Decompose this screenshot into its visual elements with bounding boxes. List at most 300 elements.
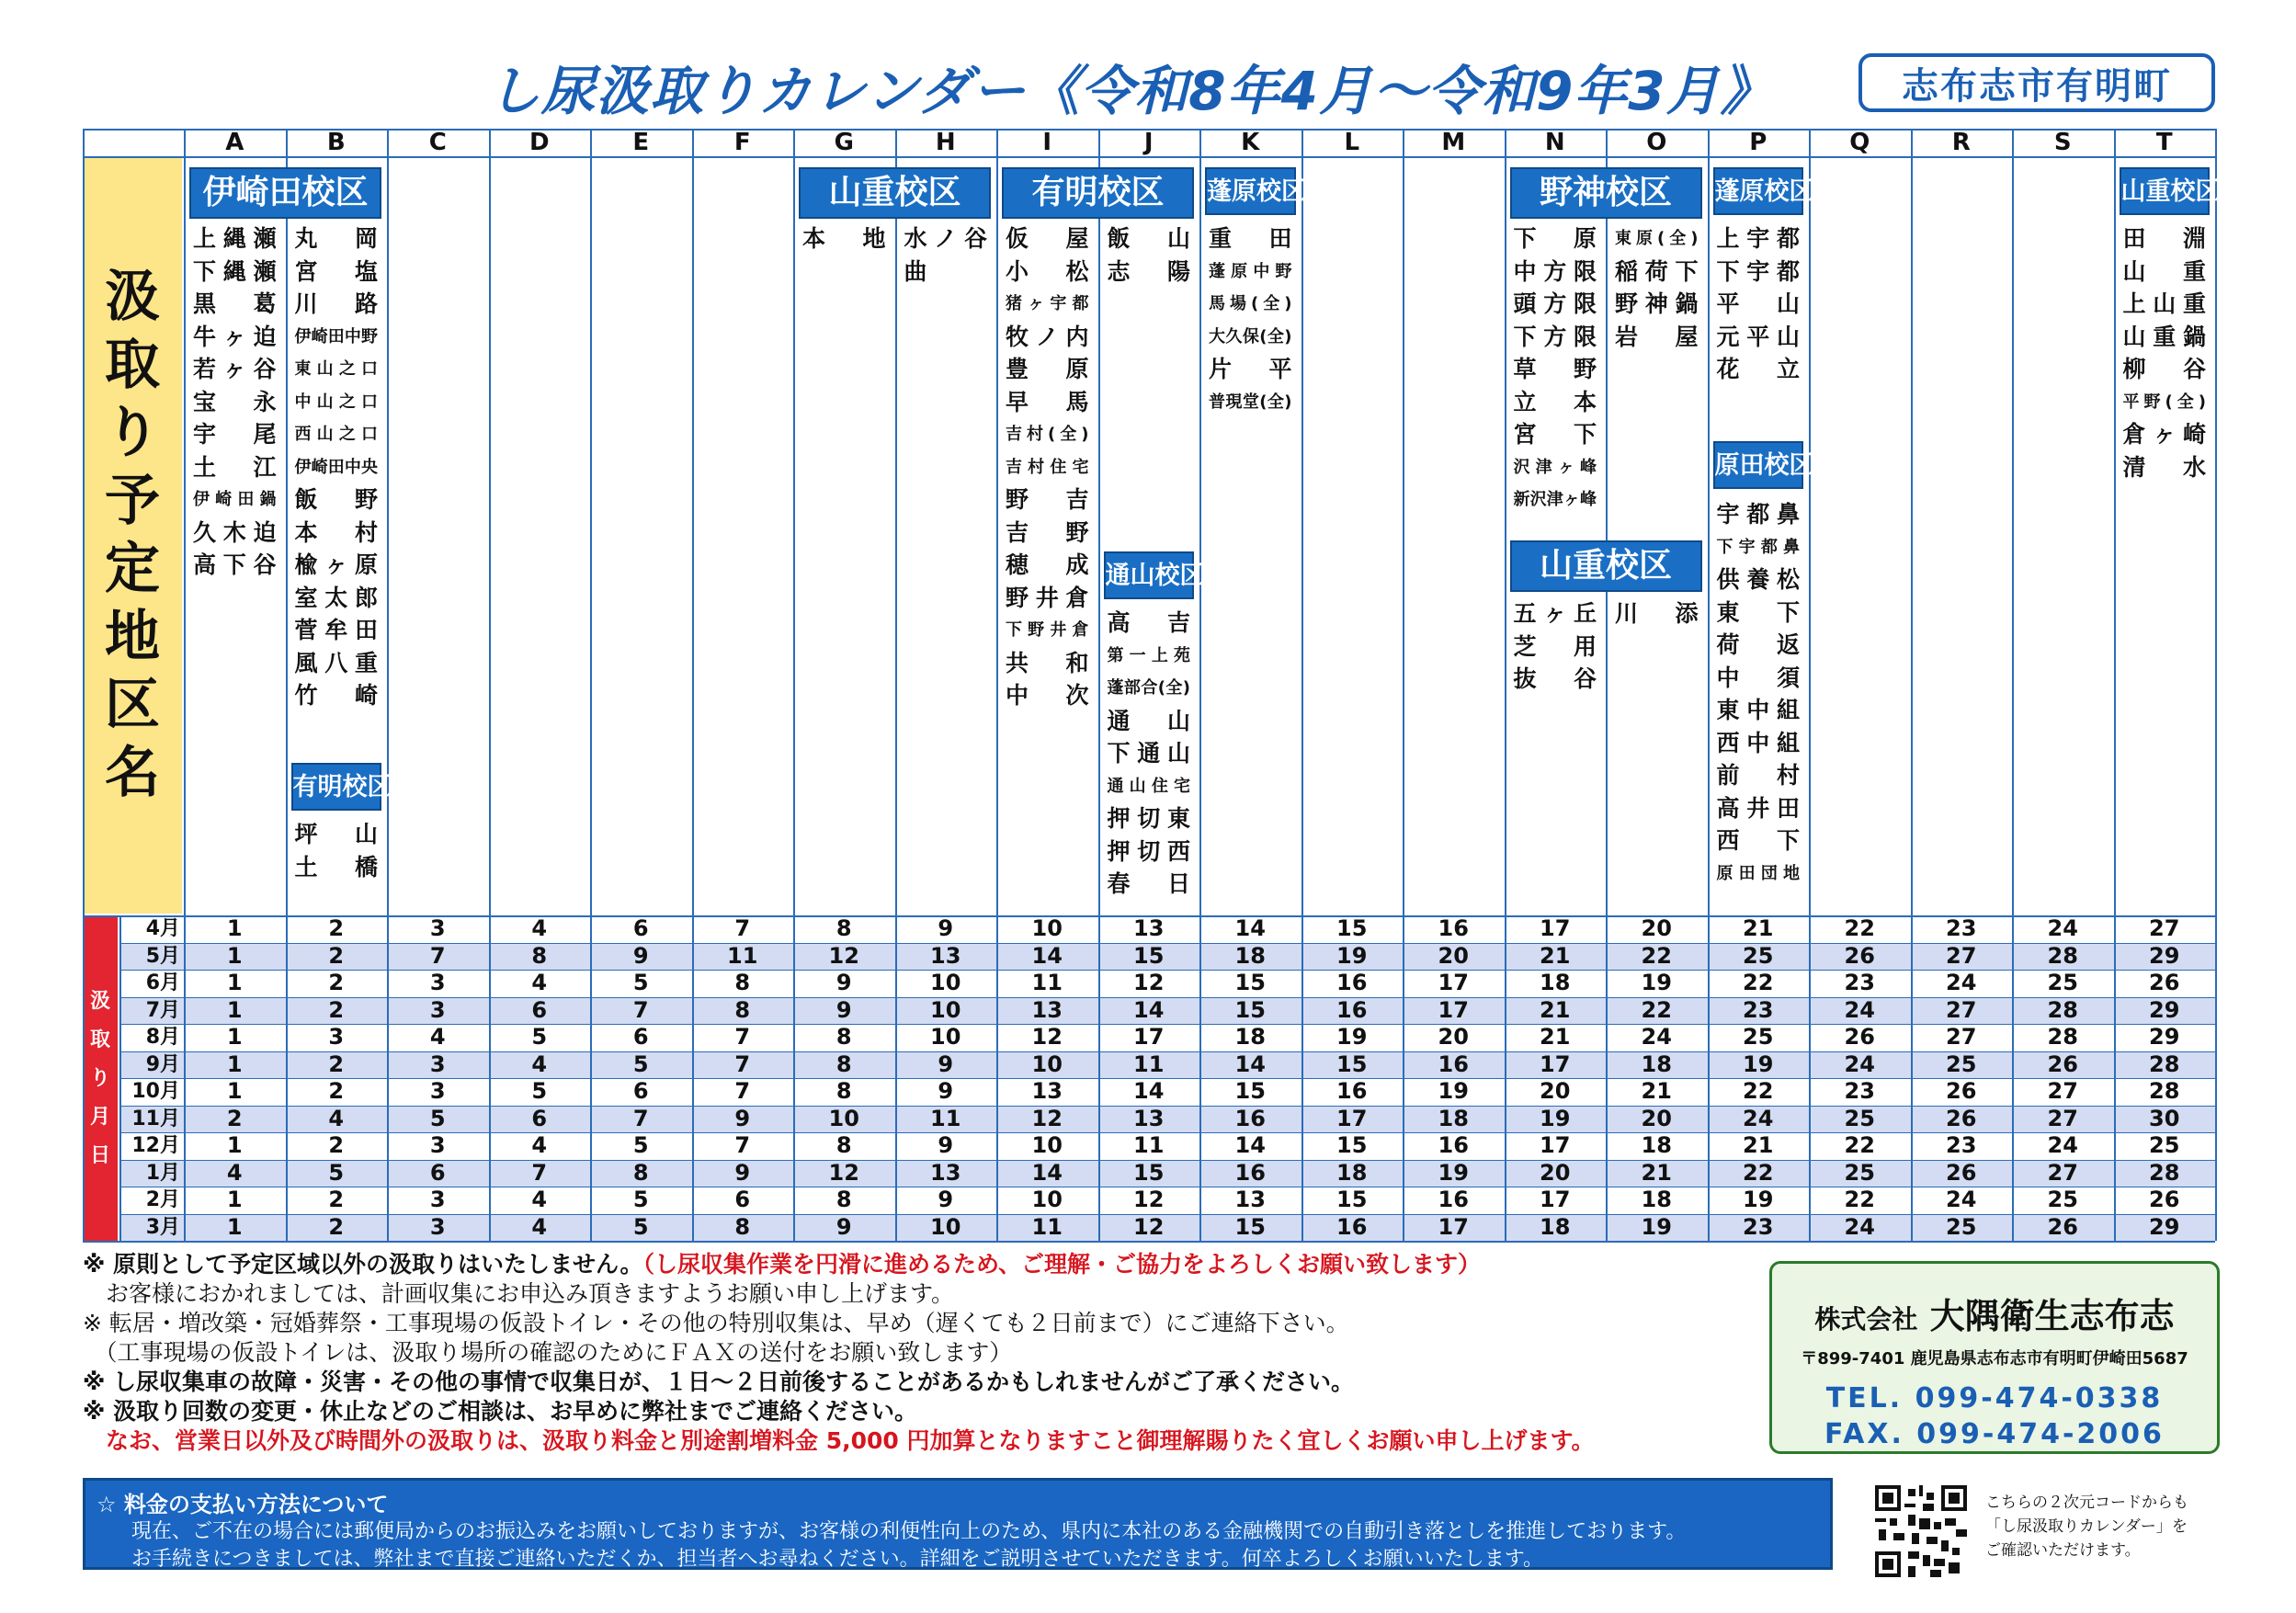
day-cell: 1 <box>226 1187 243 1212</box>
day-cell: 6 <box>632 1078 649 1104</box>
day-cell: 9 <box>734 1105 751 1131</box>
day-cell: 8 <box>835 1024 852 1050</box>
day-cell: 7 <box>734 1132 751 1158</box>
grid-line <box>119 1078 2215 1079</box>
area-name: 野井倉 <box>1006 584 1089 611</box>
grid-line <box>1098 129 1100 1241</box>
day-cell: 16 <box>1336 1078 1368 1104</box>
day-cell: 2 <box>328 1051 345 1077</box>
area-name: 蓬部合(全) <box>1107 678 1190 698</box>
area-list <box>802 222 886 256</box>
day-cell: 9 <box>938 915 954 941</box>
area-name: 下通山 <box>1107 740 1190 767</box>
area-name: 志陽 <box>1107 257 1190 285</box>
day-cell: 8 <box>734 970 751 995</box>
day-cell: 18 <box>1336 1159 1368 1186</box>
area-name: 西中組 <box>1716 729 1800 756</box>
grid-line <box>1911 129 1913 1241</box>
day-cell: 8 <box>632 1159 649 1186</box>
sidebar-char: 地 <box>105 605 160 669</box>
day-cell: 24 <box>2047 915 2078 941</box>
day-cell: 8 <box>835 1187 852 1212</box>
day-cell: 23 <box>1743 996 1774 1023</box>
day-cell: 16 <box>1438 1187 1469 1212</box>
day-cell: 26 <box>1844 1024 1875 1050</box>
day-cell: 25 <box>1743 1024 1774 1050</box>
day-cell: 12 <box>1133 1187 1165 1212</box>
day-cell: 4 <box>531 1213 548 1240</box>
day-cell: 16 <box>1438 1051 1469 1077</box>
day-cell: 29 <box>2149 942 2180 969</box>
day-cell: 19 <box>1743 1187 1774 1212</box>
day-cell: 10 <box>930 1213 961 1240</box>
month-label: 3月 <box>145 1215 180 1239</box>
day-cell: 13 <box>1031 996 1063 1023</box>
area-name: 若ヶ谷 <box>193 356 277 382</box>
day-cell: 8 <box>734 1213 751 1240</box>
area-list <box>1108 607 1191 901</box>
note-line <box>83 1368 1765 1397</box>
day-cell: 9 <box>835 996 852 1023</box>
area-name: 岩屋 <box>1615 323 1699 350</box>
area-name: 伊崎田中央 <box>294 457 378 477</box>
day-cell: 18 <box>1641 1187 1672 1212</box>
day-cell: 13 <box>1234 1187 1266 1212</box>
day-cell: 14 <box>1133 1078 1165 1104</box>
area-name: 中山之口 <box>294 392 378 412</box>
day-cell: 24 <box>2047 1132 2078 1158</box>
company-name <box>1772 1288 2217 1338</box>
area-list <box>1717 222 1801 386</box>
day-cell: 9 <box>938 1187 954 1212</box>
month-label: 10月 <box>131 1080 180 1103</box>
day-cell: 1 <box>226 1024 243 1050</box>
note-red-text: なお、営業日以外及び時間外の汲取りは、汲取り料金と別途割増料金 5,000 円加算となりますこと御理解賜りたく宜しくお願い申し上げます。 <box>83 1427 1595 1454</box>
column-letter: N <box>1544 129 1565 156</box>
area-name: 仮屋 <box>1006 225 1089 252</box>
day-cell: 3 <box>429 996 446 1023</box>
note-text: （工事現場の仮設トイレは、汲取り場所の確認のためにＦＡＸの送付をお願い致します） <box>83 1339 1013 1366</box>
note-line <box>83 1309 1765 1338</box>
day-cell: 7 <box>734 915 751 941</box>
day-cell: 14 <box>1133 996 1165 1023</box>
day-cell: 24 <box>1946 970 1977 995</box>
day-cell: 22 <box>1743 970 1774 995</box>
day-cell: 22 <box>1641 942 1672 969</box>
day-cell: 15 <box>1133 942 1165 969</box>
area-name: 穂成 <box>1006 551 1089 578</box>
day-cell: 10 <box>930 1024 961 1050</box>
area-name: 立本 <box>1513 388 1597 415</box>
day-cell: 17 <box>1438 970 1469 995</box>
day-cell: 28 <box>2047 1024 2078 1050</box>
day-cell: 1 <box>226 970 243 995</box>
area-list <box>1006 222 1089 712</box>
day-cell: 9 <box>734 1159 751 1186</box>
grid-line <box>489 129 491 1241</box>
area-name: 西下 <box>1716 827 1800 854</box>
day-cell: 4 <box>531 1132 548 1158</box>
column-letter: L <box>1344 129 1360 156</box>
area-list <box>1717 498 1801 890</box>
area-name: 水ノ谷 <box>904 225 987 252</box>
grid-line <box>119 943 2215 944</box>
area-name: 猪ヶ宇都 <box>1006 294 1089 313</box>
day-cell: 10 <box>1031 1187 1063 1212</box>
day-cell: 11 <box>1133 1051 1165 1077</box>
day-cell: 27 <box>1946 942 1977 969</box>
note-line <box>83 1426 1765 1456</box>
area-list <box>295 818 379 883</box>
grid-line <box>83 915 2215 917</box>
school-district-badge: 伊崎田校区 <box>189 167 381 219</box>
area-name: 東下 <box>1716 598 1800 626</box>
grid-line <box>1199 129 1201 1241</box>
day-cell: 3 <box>429 1187 446 1212</box>
area-name: 早馬 <box>1006 388 1089 415</box>
day-cell: 26 <box>1946 1105 1977 1131</box>
day-cell: 28 <box>2149 1078 2180 1104</box>
day-cell: 5 <box>429 1105 446 1131</box>
day-cell: 18 <box>1234 942 1266 969</box>
grid-line <box>996 129 998 1241</box>
day-cell: 12 <box>1133 970 1165 995</box>
area-name: 元平山 <box>1716 323 1800 350</box>
day-cell: 20 <box>1540 1159 1571 1186</box>
area-name: 吉野 <box>1006 518 1089 546</box>
column-letter: S <box>2053 129 2072 156</box>
area-name: 東原(全) <box>1615 229 1699 248</box>
company-tel: TEL. 099-474-0338 <box>1825 1382 2164 1414</box>
grid-line <box>119 1132 2215 1133</box>
day-cell: 26 <box>1844 942 1875 969</box>
sidebar-char: 予 <box>105 469 160 533</box>
area-name: 中方限 <box>1513 257 1597 285</box>
day-cell: 14 <box>1234 915 1266 941</box>
day-cell: 14 <box>1234 1132 1266 1158</box>
area-name: 宝永 <box>193 388 277 415</box>
day-cell: 21 <box>1641 1159 1672 1186</box>
day-cell: 24 <box>1844 996 1875 1023</box>
day-cell: 12 <box>828 942 859 969</box>
day-cell: 24 <box>1743 1105 1774 1131</box>
day-cell: 7 <box>734 1051 751 1077</box>
area-name: 豊原 <box>1006 356 1089 382</box>
note-line <box>83 1397 1765 1426</box>
day-cell: 26 <box>1946 1159 1977 1186</box>
company-fax: FAX. 099-474-2006 <box>1824 1418 2165 1450</box>
day-cell: 25 <box>2047 970 2078 995</box>
area-name: 中次 <box>1006 682 1089 709</box>
day-cell: 21 <box>1540 996 1571 1023</box>
sidebar-char: 定 <box>105 537 160 601</box>
column-letter: H <box>935 129 956 156</box>
sidebar-char: 取 <box>105 333 160 397</box>
date-sidebar-char: 月 <box>89 1106 110 1129</box>
area-name: 上宇都 <box>1716 225 1800 252</box>
notes-section <box>83 1250 1765 1456</box>
column-letter: G <box>834 129 854 156</box>
date-sidebar-char: 取 <box>89 1028 110 1051</box>
day-cell: 11 <box>1133 1132 1165 1158</box>
day-cell: 19 <box>1540 1105 1571 1131</box>
qr-note <box>1985 1491 2188 1562</box>
day-cell: 21 <box>1641 1078 1672 1104</box>
area-name: 川添 <box>1615 600 1699 627</box>
day-cell: 8 <box>835 1051 852 1077</box>
area-name: 平野(全) <box>2122 392 2206 412</box>
day-cell: 20 <box>1438 942 1469 969</box>
grid-line <box>1505 129 1506 1241</box>
day-cell: 9 <box>632 942 649 969</box>
day-cell: 10 <box>930 970 961 995</box>
day-cell: 3 <box>429 1213 446 1240</box>
company-main-name: 大隅衛生志布志 <box>1929 1296 2175 1336</box>
day-cell: 1 <box>226 915 243 941</box>
day-cell: 2 <box>328 1187 345 1212</box>
qr-code-icon[interactable] <box>1875 1485 1967 1577</box>
area-name: 抜谷 <box>1513 665 1597 692</box>
grid-line <box>119 1160 2215 1161</box>
day-cell: 6 <box>429 1159 446 1186</box>
day-cell: 8 <box>734 996 751 1023</box>
day-cell: 8 <box>835 915 852 941</box>
area-name: 久木迫 <box>193 518 277 546</box>
day-cell: 3 <box>429 970 446 995</box>
day-cell: 4 <box>531 915 548 941</box>
page-title: し尿汲取りカレンダー《令和8年4月～令和9年3月》 <box>487 60 1775 122</box>
day-cell: 15 <box>1234 996 1266 1023</box>
day-cell: 17 <box>1540 915 1571 941</box>
sidebar-char: り <box>105 401 160 465</box>
grid-line <box>895 129 897 1241</box>
area-name: 竹崎 <box>294 682 378 709</box>
day-cell: 28 <box>2047 996 2078 1023</box>
area-name: 五ヶ丘 <box>1513 600 1597 627</box>
day-cell: 2 <box>328 1132 345 1158</box>
month-label: 12月 <box>131 1134 180 1157</box>
day-cell: 12 <box>1031 1024 1063 1050</box>
day-cell: 25 <box>1844 1105 1875 1131</box>
grid-line <box>1606 129 1608 1241</box>
area-name: 飯山 <box>1107 225 1190 252</box>
payment-line-1: 現在、ご不在の場合には郵便局からのお振込みをお願いしておりますが、お客様の利便性向上のため、県内に本社のある金融機関での自動引き落としを推進しております。 <box>131 1520 1687 1543</box>
area-name: 下宇都 <box>1716 257 1800 285</box>
day-cell: 2 <box>328 996 345 1023</box>
area-name: 柳谷 <box>2122 356 2206 382</box>
day-cell: 9 <box>835 970 852 995</box>
month-label: 5月 <box>145 944 180 968</box>
day-cell: 27 <box>1946 1024 1977 1050</box>
school-district-badge: 通山校区 <box>1104 551 1195 599</box>
area-name: 牛ヶ迫 <box>193 323 277 350</box>
column-letter: T <box>2155 129 2173 156</box>
day-cell: 18 <box>1641 1051 1672 1077</box>
area-name: 重田 <box>1209 225 1292 252</box>
day-cell: 19 <box>1438 1078 1469 1104</box>
day-cell: 8 <box>835 1078 852 1104</box>
area-name: 蓬原中野 <box>1209 261 1292 281</box>
area-name: 伊崎田中野 <box>294 326 378 346</box>
area-name: 風八重 <box>294 649 378 676</box>
day-cell: 17 <box>1133 1024 1165 1050</box>
day-cell: 11 <box>930 1105 961 1131</box>
day-cell: 6 <box>531 1105 548 1131</box>
grid-line <box>692 129 694 1241</box>
area-name: 沢津ヶ峰 <box>1513 457 1597 477</box>
school-district-badge: 山重校区 <box>799 167 991 219</box>
area-name: 倉ヶ崎 <box>2122 421 2206 448</box>
area-name: 室太郎 <box>294 584 378 611</box>
area-name: 飯野 <box>294 486 378 513</box>
area-name: 頭方限 <box>1513 290 1597 317</box>
area-list <box>904 222 988 288</box>
day-cell: 18 <box>1234 1024 1266 1050</box>
day-cell: 13 <box>930 1159 961 1186</box>
area-name: 宇尾 <box>193 421 277 448</box>
day-cell: 6 <box>734 1187 751 1212</box>
day-cell: 10 <box>1031 1132 1063 1158</box>
day-cell: 8 <box>835 1132 852 1158</box>
day-cell: 13 <box>1031 1078 1063 1104</box>
area-list <box>1615 597 1699 630</box>
day-cell: 21 <box>1540 1024 1571 1050</box>
day-cell: 25 <box>1844 1159 1875 1186</box>
day-cell: 20 <box>1540 1078 1571 1104</box>
day-cell: 7 <box>632 996 649 1023</box>
grid-line <box>83 129 2215 131</box>
day-cell: 5 <box>531 1024 548 1050</box>
day-cell: 26 <box>2149 970 2180 995</box>
day-cell: 27 <box>2047 1078 2078 1104</box>
note-text: ※ し尿収集車の故障・災害・その他の事情で収集日が、１日～２日前後することがあるかもしれませんがご了承ください。 <box>83 1369 1355 1395</box>
note-text: ※ 転居・増改築・冠婚葬祭・工事現場の仮設トイレ・その他の特別収集は、早め（遅くても２日前まで）にご連絡下さい。 <box>83 1310 1349 1336</box>
area-name: 清水 <box>2122 453 2206 481</box>
day-cell: 10 <box>1031 915 1063 941</box>
area-name: 馬場(全) <box>1209 294 1292 313</box>
day-cell: 15 <box>1234 1078 1266 1104</box>
day-cell: 23 <box>1946 915 1977 941</box>
day-cell: 2 <box>328 1078 345 1104</box>
area-name: 野神鍋 <box>1615 290 1699 317</box>
grid-line <box>1301 129 1303 1241</box>
column-letter: J <box>1143 129 1154 156</box>
day-cell: 15 <box>1336 915 1368 941</box>
column-letter: O <box>1646 129 1667 156</box>
area-name: 高吉 <box>1107 609 1190 636</box>
day-cell: 18 <box>1438 1105 1469 1131</box>
area-name: 本地 <box>802 225 886 252</box>
school-district-badge: 蓬原校区 <box>1713 167 1804 215</box>
grid-line <box>793 129 795 1241</box>
day-cell: 12 <box>828 1159 859 1186</box>
note-text: ※ 原則として予定区域以外の汲取りはいたしません。 <box>83 1251 643 1278</box>
day-cell: 5 <box>632 1213 649 1240</box>
day-cell: 26 <box>2047 1051 2078 1077</box>
payment-box <box>83 1478 1833 1570</box>
note-line <box>83 1250 1765 1279</box>
sidebar-char: 名 <box>105 741 160 805</box>
day-cell: 7 <box>429 942 446 969</box>
area-name: 下野井倉 <box>1006 620 1089 640</box>
company-box <box>1769 1261 2220 1454</box>
area-name: 高下谷 <box>193 551 277 578</box>
day-cell: 7 <box>734 1024 751 1050</box>
note-text: お客様におかれましては、計画収集にお申込み頂きますようお願い申し上げます。 <box>83 1280 955 1307</box>
day-cell: 5 <box>632 1051 649 1077</box>
day-cell: 23 <box>1946 1132 1977 1158</box>
area-name: 楡ヶ原 <box>294 551 378 578</box>
day-cell: 25 <box>2149 1132 2180 1158</box>
qr-note-line: 「し尿汲取りカレンダー」を <box>1985 1517 2188 1536</box>
area-name: 普現堂(全) <box>1209 392 1292 412</box>
area-name: 第一上苑 <box>1107 645 1190 665</box>
day-cell: 22 <box>1743 1159 1774 1186</box>
area-name: 吉村(全) <box>1006 425 1089 444</box>
day-cell: 28 <box>2149 1051 2180 1077</box>
area-list <box>1615 222 1699 353</box>
day-cell: 1 <box>226 1213 243 1240</box>
grid-line <box>2012 129 2014 1241</box>
day-cell: 4 <box>531 970 548 995</box>
day-cell: 22 <box>1844 1132 1875 1158</box>
day-cell: 26 <box>1946 1078 1977 1104</box>
day-cell: 19 <box>1438 1159 1469 1186</box>
day-cell: 1 <box>226 1132 243 1158</box>
day-cell: 18 <box>1540 970 1571 995</box>
area-name: 西山之口 <box>294 425 378 444</box>
area-name: 土江 <box>193 453 277 481</box>
day-cell: 10 <box>930 996 961 1023</box>
area-name: 野吉 <box>1006 486 1089 513</box>
day-cell: 4 <box>531 1051 548 1077</box>
date-sidebar-char: 汲 <box>89 990 110 1013</box>
area-name: 山重 <box>2122 257 2206 285</box>
area-name: 通山 <box>1107 707 1190 734</box>
area-name: 片平 <box>1209 356 1292 382</box>
day-cell: 10 <box>1031 1051 1063 1077</box>
day-cell: 15 <box>1336 1132 1368 1158</box>
day-cell: 2 <box>328 915 345 941</box>
day-cell: 5 <box>632 970 649 995</box>
month-label: 9月 <box>145 1052 180 1076</box>
area-name: 菅牟田 <box>294 617 378 643</box>
area-name: 宮塩 <box>294 257 378 285</box>
area-sidebar-label <box>83 156 182 914</box>
area-name: 供養松 <box>1716 566 1800 593</box>
area-name: 伊崎田鍋 <box>193 490 277 509</box>
day-cell: 11 <box>1031 1213 1063 1240</box>
qr-note-line: ご確認いただけます。 <box>1985 1541 2141 1560</box>
area-name: 丸岡 <box>294 225 378 252</box>
area-name: 黒葛 <box>193 290 277 317</box>
day-cell: 5 <box>632 1132 649 1158</box>
day-cell: 29 <box>2149 996 2180 1023</box>
note-text: ※ 汲取り回数の変更・休止などのご相談は、お早めに弊社までご連絡ください。 <box>83 1398 918 1425</box>
grid-line <box>83 129 85 1241</box>
qr-note-line: こちらの２次元コードからも <box>1985 1494 2188 1512</box>
day-cell: 27 <box>1946 996 1977 1023</box>
day-cell: 18 <box>1641 1132 1672 1158</box>
area-name: 新沢津ヶ峰 <box>1513 490 1597 509</box>
area-name: 共和 <box>1006 649 1089 676</box>
day-cell: 6 <box>632 915 649 941</box>
day-cell: 26 <box>2047 1213 2078 1240</box>
day-cell: 17 <box>1540 1187 1571 1212</box>
date-sidebar-char: り <box>89 1067 110 1090</box>
area-name: 川路 <box>294 290 378 317</box>
day-cell: 19 <box>1336 942 1368 969</box>
